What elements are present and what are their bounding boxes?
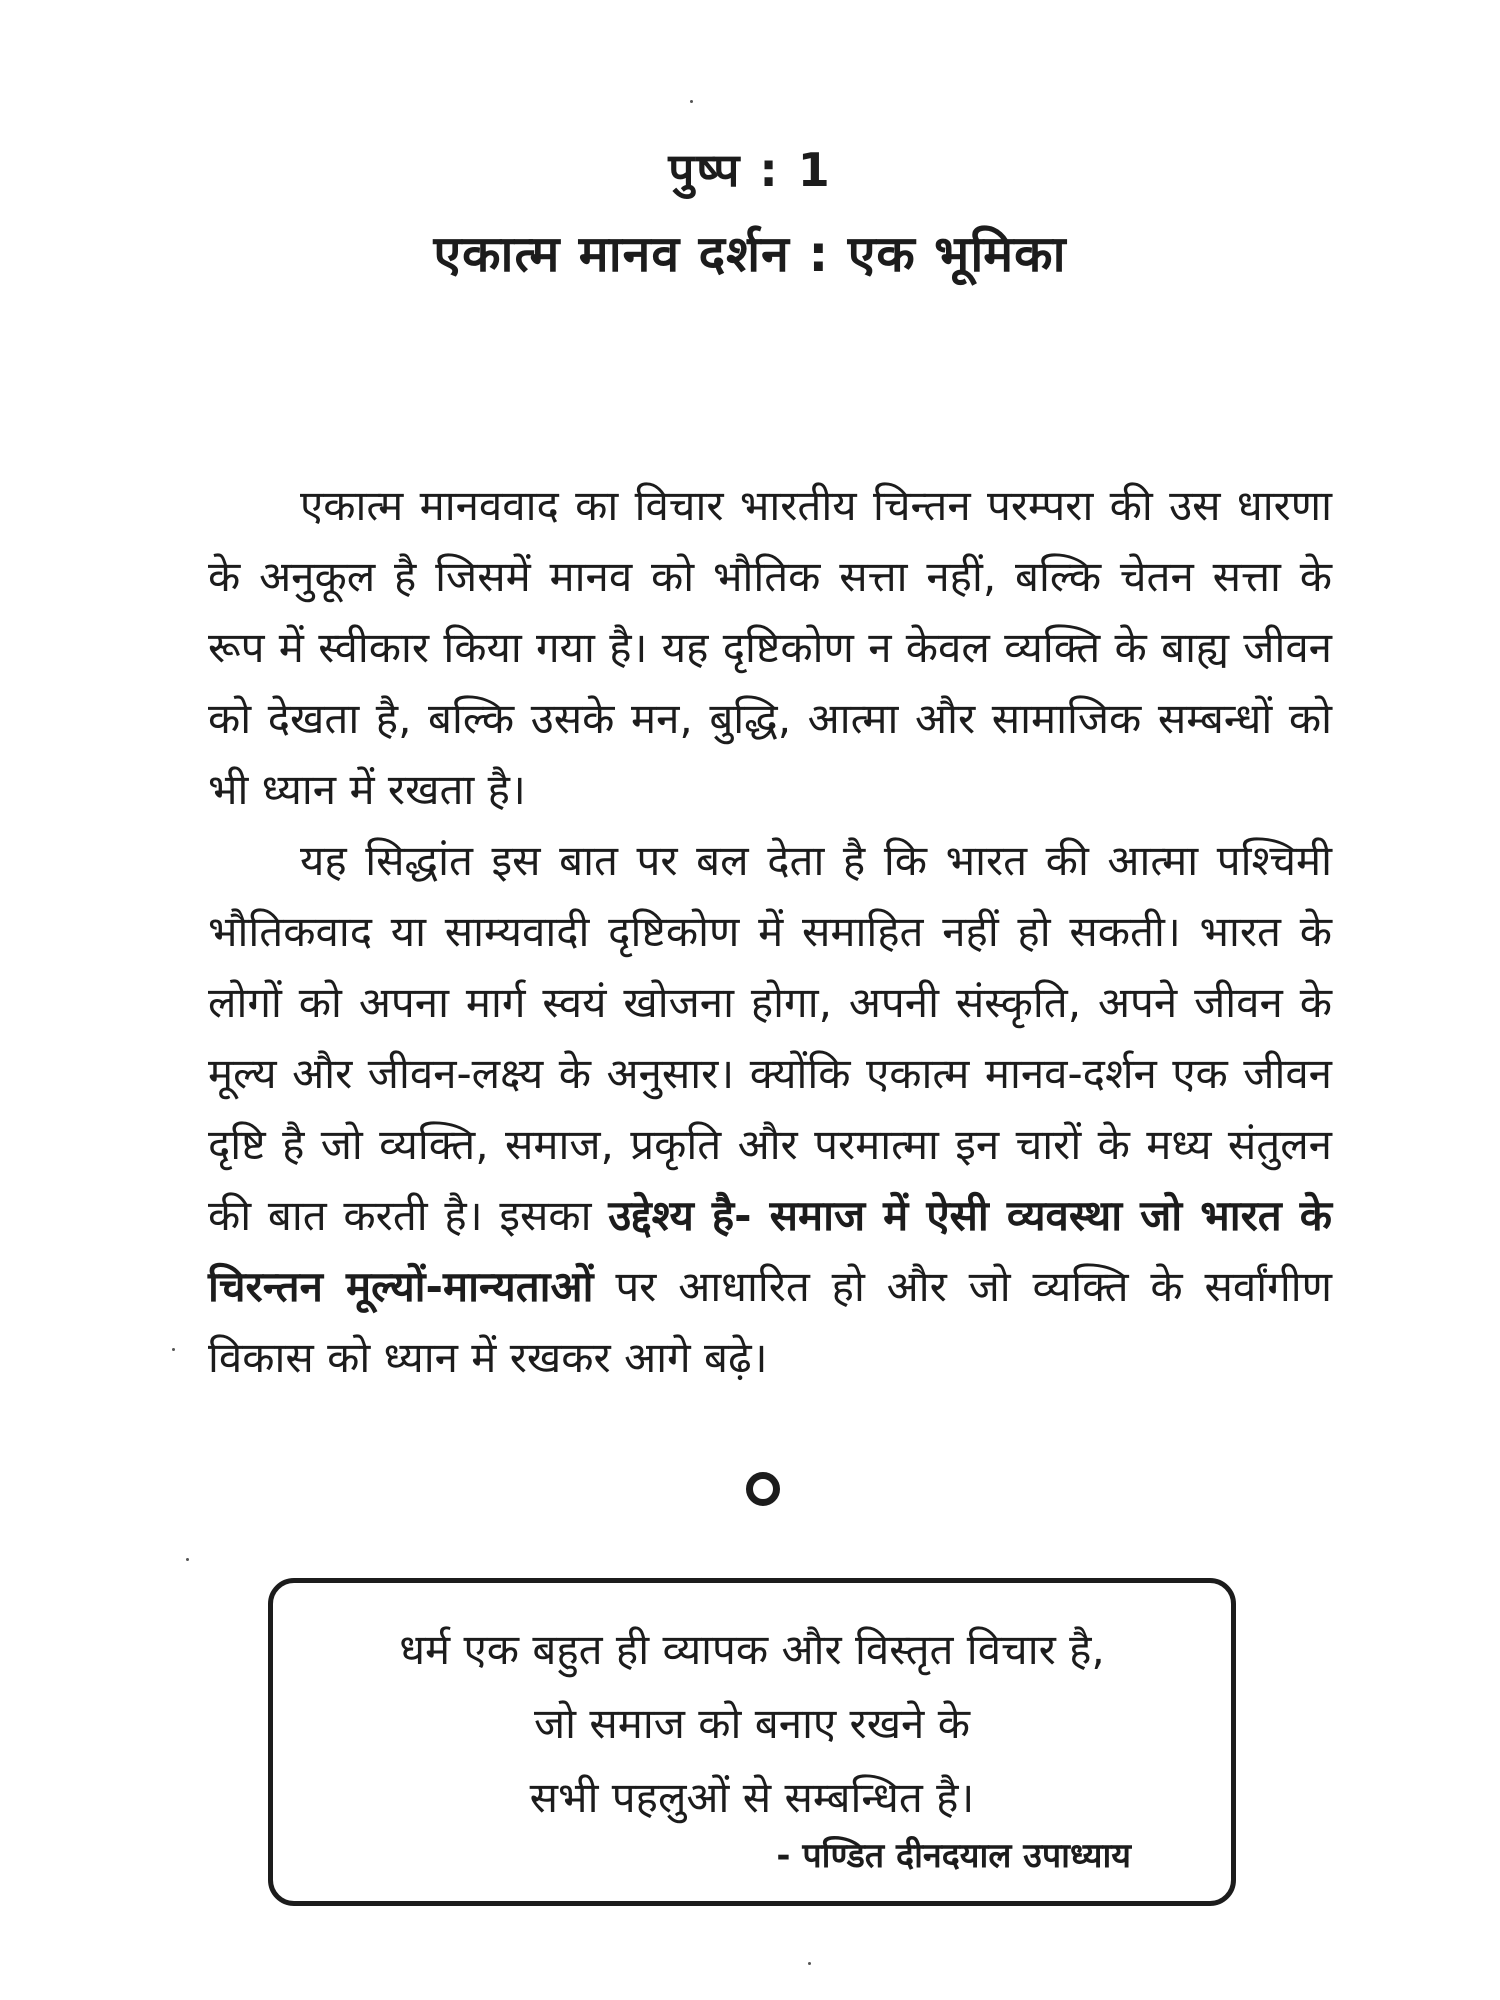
quote-box	[268, 1578, 1236, 1906]
paragraph-2-text: यह सिद्धांत इस बात पर बल देता है कि भारत की आत्मा पश्चिमी भौतिकवाद या साम्यवादी दृष्टिकोण में समाहित नहीं हो सकती। भारत के लोगों को अपना मार्ग स्वयं खोजना होगा, अपनी संस्कृति, अपने जीवन के मूल्य और जीवन-लक्ष्य के अनुसार। क्योंकि एकात्म मानव-दर्शन एक जीवन दृष्टि है जो व्यक्ति, समाज, प्रकृति और परमात्मा इन चारों के मध्य संतुलन की बात करती है। इसका	[208, 836, 1332, 1240]
quote-line-2: जो समाज को बनाए रखने के	[534, 1699, 970, 1748]
quote-attribution: - पण्डित दीनदयाल उपाध्याय	[776, 1836, 1131, 1876]
section-end-circle-icon	[746, 1472, 780, 1506]
chapter-label: पुष्प : 1	[668, 143, 832, 197]
scan-speck	[808, 1962, 811, 1965]
paragraph-1: एकात्म मानववाद का विचार भारतीय चिन्तन परम्परा की उस धारणा के अनुकूल है जिसमें मानव को भौतिक सत्ता नहीं, बल्कि चेतन सत्ता के रूप में स्वीकार किया गया है। यह दृष्टिकोण न केवल व्यक्ति के बाह्य जीवन को देखता है, बल्कि उसके मन, बुद्धि, आत्मा और सामाजिक सम्बन्धों को भी ध्यान में रखता है।	[208, 481, 1332, 814]
chapter-title: एकात्म मानव दर्शन : एक भूमिका	[433, 225, 1067, 283]
scan-speck	[172, 1348, 175, 1351]
body-text	[208, 470, 1332, 1393]
quote-text	[273, 1613, 1231, 1835]
paragraph-2-emphasis: उद्देश्य है- समाज में ऐसी व्यवस्था जो भारत के चिरन्तन मूल्यों-मान्यताओं	[208, 1191, 1332, 1311]
quote-line-1: धर्म एक बहुत ही व्यापक और विस्तृत विचार है,	[399, 1625, 1105, 1674]
quote-line-3: सभी पहलुओं से सम्बन्धित है।	[529, 1773, 975, 1822]
scan-speck	[186, 1558, 189, 1561]
paragraph-2	[208, 825, 1332, 1393]
scan-speck	[690, 100, 693, 103]
paragraph-2-ending: पर आधारित हो और जो व्यक्ति के सर्वांगीण विकास को ध्यान में रखकर आगे बढ़े।	[208, 1262, 1332, 1382]
